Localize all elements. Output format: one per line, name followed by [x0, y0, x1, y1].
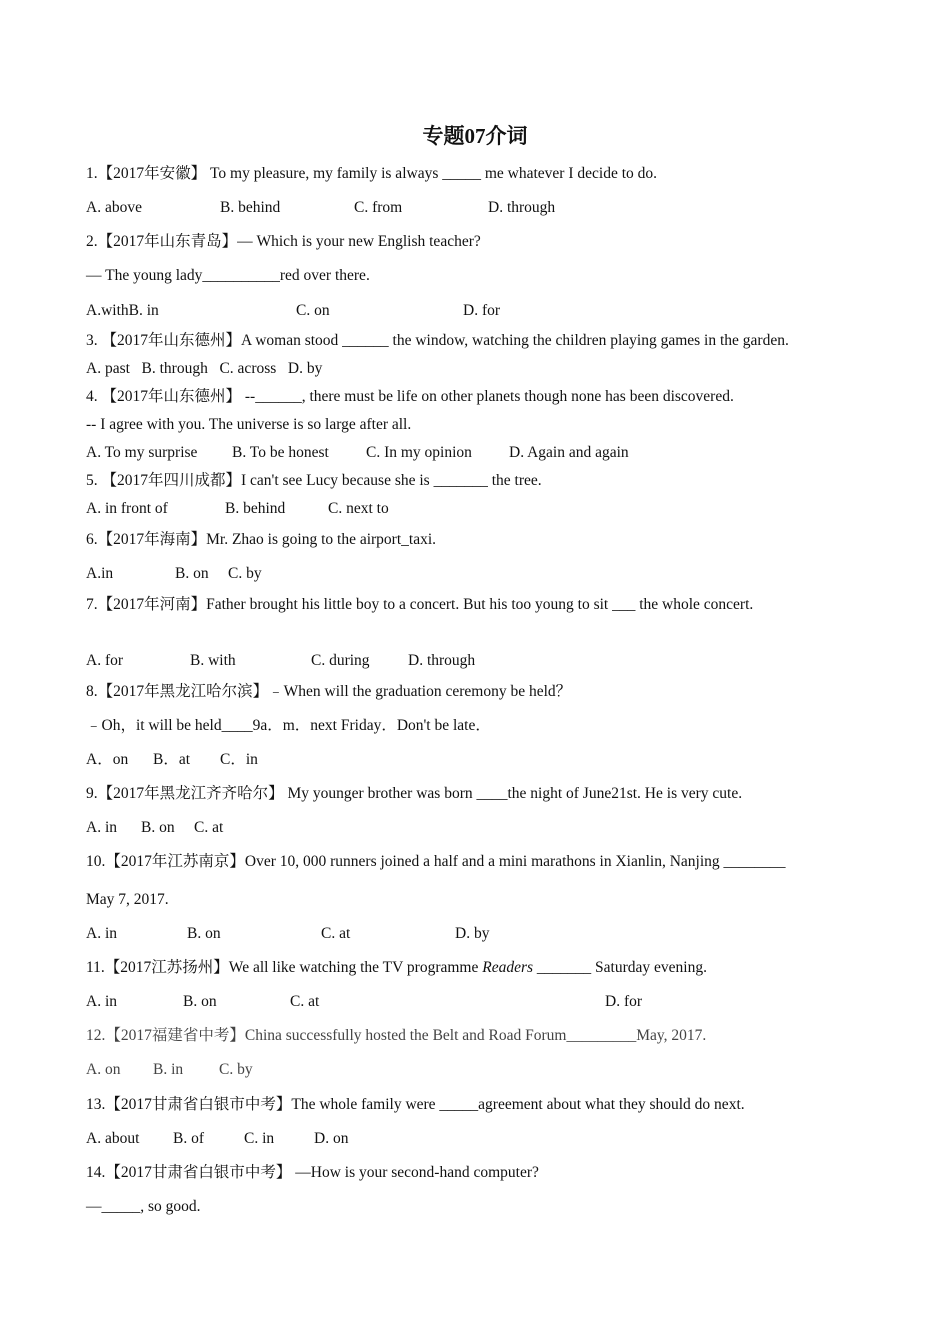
q12-option-b: B. in: [153, 1061, 184, 1078]
question-8-stem-line2: ﹣Oh，it will be held____9a．m．next Friday．Don't be late．: [86, 717, 491, 734]
q11-option-d: D. for: [605, 993, 643, 1010]
q9-option-b: B. on: [141, 819, 175, 836]
question-9-stem: 9.【2017年黑龙江齐齐哈尔】 My younger brother was born ____the night of June21st. He is very cute.: [86, 785, 743, 802]
q12-option-c: C. by: [219, 1061, 253, 1078]
q5-option-b: B. behind: [225, 500, 286, 517]
question-6-stem: 6.【2017年海南】Mr. Zhao is going to the airport_taxi.: [86, 531, 437, 548]
q12-option-a: A. on: [86, 1061, 121, 1078]
q13-option-a: A. about: [86, 1130, 140, 1147]
q10-option-c: C. at: [321, 925, 351, 942]
question-4-stem: 4. 【2017年山东德州】 --______, there must be life on other planets though none has been discovered.: [86, 388, 734, 405]
q7-option-a: A. for: [86, 652, 124, 669]
question-3-stem: 3. 【2017年山东德州】A woman stood ______ the window, watching the children playing games in the garden.: [86, 332, 789, 349]
question-10-stem: 10.【2017年江苏南京】Over 10, 000 runners joined a half and a mini marathons in Xianlin, Nanjing ________: [86, 853, 786, 870]
q11-option-c: C. at: [290, 993, 320, 1010]
q1-option-a: A. above: [86, 199, 142, 216]
question-13-stem: 13.【2017甘肃省白银市中考】The whole family were _____agreement about what they should do next.: [86, 1096, 745, 1113]
q13-option-b: B. of: [173, 1130, 204, 1147]
q1-option-c: C. from: [354, 199, 403, 216]
q9-option-c: C. at: [194, 819, 224, 836]
q4-option-c: C. In my opinion: [366, 444, 472, 461]
q3-options: A. past B. through C. across D. by: [86, 360, 323, 377]
q13-option-d: D. on: [314, 1130, 349, 1147]
q5-option-c: C. next to: [328, 500, 389, 517]
q7-option-b: B. with: [190, 652, 236, 669]
q13-option-c: C. in: [244, 1130, 275, 1147]
q10-option-a: A. in: [86, 925, 117, 942]
question-14-stem-line2: —_____, so good.: [86, 1198, 201, 1215]
q11-stem-end: _______ Saturday evening.: [533, 959, 707, 976]
q6-option-a: A.in: [86, 565, 114, 582]
q11-stem-start: 11.【2017江苏扬州】We all like watching the TV programme: [86, 959, 483, 976]
question-2-stem: 2.【2017年山东青岛】— Which is your new English teacher?: [86, 233, 481, 250]
q1-option-b: B. behind: [220, 199, 281, 216]
question-1-stem: 1.【2017年安徽】 To my pleasure, my family is always _____ me whatever I decide to do.: [86, 165, 658, 182]
q7-option-d: D. through: [408, 652, 476, 669]
q10-option-b: B. on: [187, 925, 221, 942]
question-12-stem: 12.【2017福建省中考】China successfully hosted the Belt and Road Forum_________May, 2017.: [86, 1027, 707, 1044]
q6-option-b: B. on: [175, 565, 209, 582]
q5-option-a: A. in front of: [86, 500, 168, 517]
question-5-stem: 5. 【2017年四川成都】I can't see Lucy because she is _______ the tree.: [86, 472, 542, 489]
q4-option-a: A. To my surprise: [86, 444, 198, 461]
question-7-stem: 7.【2017年河南】Father brought his little boy to a concert. But his too young to sit ___ the whole concert.: [86, 596, 754, 613]
q11-programme-title: Readers: [482, 959, 534, 976]
q4-option-d: D. Again and again: [509, 444, 629, 461]
question-8-stem: 8.【2017年黑龙江哈尔滨】﹣When will the graduation ceremony be held？: [86, 683, 572, 700]
question-11-stem: [86, 957, 707, 979]
q9-option-a: A. in: [86, 819, 117, 836]
q7-option-c: C. during: [311, 652, 370, 669]
q8-option-b: B．at: [153, 751, 191, 768]
page-title: 专题07介词: [422, 124, 528, 148]
question-2-stem-line2: — The young lady__________red over there.: [86, 267, 370, 284]
q10-option-d: D. by: [455, 925, 490, 942]
q2-option-d: D. for: [463, 302, 501, 319]
question-4-stem-line2: -- I agree with you. The universe is so large after all.: [86, 416, 412, 433]
q11-option-b: B. on: [183, 993, 217, 1010]
q4-option-b: B. To be honest: [232, 444, 329, 461]
q11-option-a: A. in: [86, 993, 117, 1010]
question-10-stem-line2: May 7, 2017.: [86, 891, 169, 908]
q2-option-ab: A.withB. in: [86, 302, 159, 319]
q8-option-a: A．on: [86, 751, 129, 768]
q1-option-d: D. through: [488, 199, 556, 216]
question-14-stem: 14.【2017甘肃省白银市中考】 —How is your second-hand computer?: [86, 1164, 539, 1181]
q8-option-c: C．in: [220, 751, 258, 768]
q2-option-c: C. on: [296, 302, 330, 319]
q6-option-c: C. by: [228, 565, 262, 582]
